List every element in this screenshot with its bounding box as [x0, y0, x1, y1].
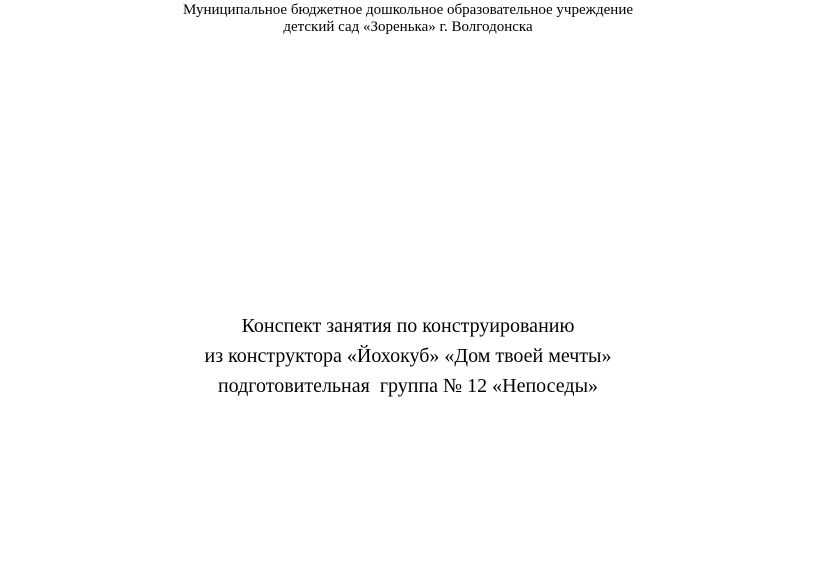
institution-header	[0, 2, 816, 36]
institution-location: детский сад «Зоренька» г. Волгодонска	[283, 19, 533, 35]
lesson-title-line-2: из конструктора «Йохокуб» «Дом твоей мечты»	[204, 345, 612, 367]
institution-name: Муниципальное бюджетное дошкольное образовательное учреждение	[183, 2, 633, 18]
lesson-title-block	[0, 311, 816, 401]
lesson-title-line-3: подготовительная группа № 12 «Непоседы»	[217, 375, 599, 397]
lesson-title-line-1: Конспект занятия по конструированию	[241, 315, 575, 337]
